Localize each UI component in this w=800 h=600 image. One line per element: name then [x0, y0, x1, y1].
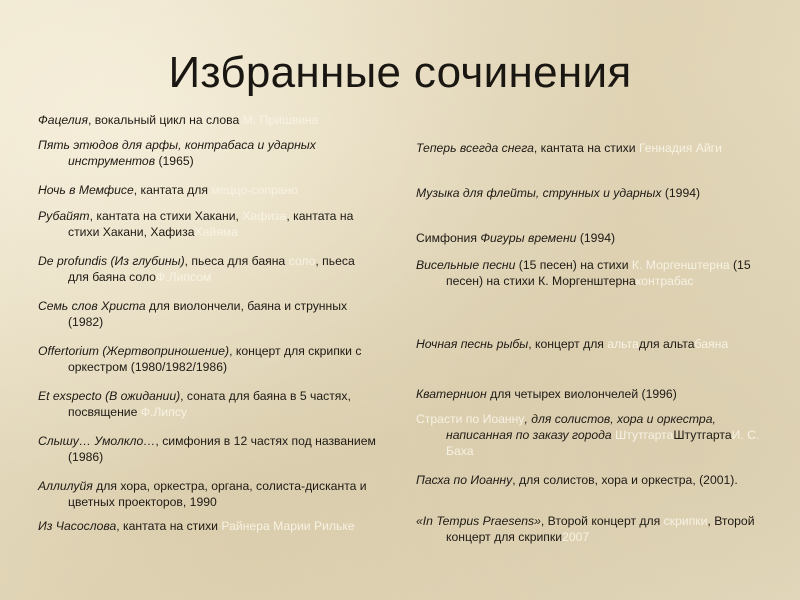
- work-title: De profundis (Из глубины): [38, 254, 185, 268]
- work-link[interactable]: Страсти по Иоанну: [416, 412, 525, 426]
- work-item: [38, 182, 298, 198]
- work-item: [416, 513, 766, 545]
- work-title: Offertorium (Жертвоприношение): [38, 344, 230, 358]
- work-item: [38, 478, 378, 510]
- work-title: Фацелия: [38, 113, 88, 127]
- work-link[interactable]: Ф.Липсом: [155, 270, 212, 284]
- work-link[interactable]: соло: [288, 254, 316, 268]
- work-description: , концерт для: [528, 337, 608, 351]
- work-description: , симфония в 12 частях под названием (1986): [68, 434, 376, 464]
- work-description: (1994): [576, 231, 616, 245]
- work-description: для альта: [638, 337, 695, 351]
- work-link[interactable]: Райнера Марии Рильке: [221, 519, 355, 533]
- work-title: Теперь всегда снега: [416, 141, 534, 155]
- work-title: «In Tempus Praesens»: [416, 514, 541, 528]
- work-title: Пять этюдов для арфы, контрабаса и ударных инструментов: [38, 138, 316, 168]
- work-link[interactable]: Ф.Липсу: [140, 405, 188, 419]
- work-link[interactable]: К. Моргенштерна: [631, 258, 730, 272]
- work-item: [38, 518, 355, 534]
- work-link[interactable]: Штутгарта: [615, 428, 674, 442]
- work-link[interactable]: Хайяма: [194, 225, 238, 239]
- work-description: , Второй концерт для скрипки: [446, 514, 755, 544]
- work-title: Висельные песни: [416, 258, 516, 272]
- work-description: , концерт для скрипки с оркестром (1980/1982/1986): [68, 344, 362, 374]
- work-item: [416, 140, 722, 156]
- work-description: для хора, оркестра, органа, солиста-дисканта и цветных проекторов, 1990: [68, 479, 367, 509]
- work-item: [38, 388, 378, 420]
- work-link[interactable]: контрабас: [635, 274, 694, 288]
- work-description: (1994): [661, 186, 701, 200]
- work-link[interactable]: Геннадия Айги: [638, 141, 722, 155]
- work-description: , для солистов, хора и оркестра, (2001).: [512, 473, 738, 487]
- work-description: , кантата на стихи Хакани,: [89, 209, 243, 223]
- work-description: , кантата на стихи: [533, 141, 639, 155]
- work-description: , кантата для: [133, 183, 212, 197]
- work-title: Пасха по Иоанну: [416, 473, 513, 487]
- work-description: Симфония: [416, 231, 481, 245]
- work-description: Штутгарта: [673, 428, 732, 442]
- work-link[interactable]: М. Пришвина: [242, 113, 319, 127]
- work-description: , кантата на стихи Хакани, Хафиза: [68, 209, 354, 239]
- work-item: [38, 208, 378, 240]
- work-item: [416, 472, 738, 488]
- work-title: Ночь в Мемфисе: [38, 183, 134, 197]
- work-item: [416, 230, 615, 246]
- work-description: для четырех виолончелей (1996): [486, 387, 677, 401]
- work-title: Слышу… Умолкло…: [38, 434, 156, 448]
- work-title: , для солистов, хора и оркестра, написанная по заказу города: [446, 412, 716, 442]
- work-item: [416, 411, 766, 459]
- page-title: Избранные сочинения: [168, 48, 632, 97]
- work-title: Семь слов Христа: [38, 299, 146, 313]
- work-description: , вокальный цикл на слова: [87, 113, 243, 127]
- work-title: Et exspecto (В ожидании): [38, 389, 181, 403]
- work-item: [38, 343, 378, 375]
- work-link[interactable]: Хафиза: [242, 209, 287, 223]
- work-item: [416, 336, 728, 352]
- work-item: [38, 112, 319, 128]
- work-link[interactable]: скрипки: [663, 514, 708, 528]
- work-description: (1965): [155, 154, 194, 168]
- work-description: , пьеса для баяна: [184, 254, 289, 268]
- work-description: , кантата на стихи: [116, 519, 222, 533]
- work-title: Фигуры времени: [480, 231, 577, 245]
- work-description: , соната для баяна в 5 частях, посвящение: [68, 389, 351, 419]
- work-item: [416, 386, 677, 402]
- work-item: [416, 185, 700, 201]
- work-link[interactable]: меццо-сопрано: [211, 183, 298, 197]
- work-link[interactable]: баяна: [694, 337, 729, 351]
- work-title: Кватернион: [416, 387, 487, 401]
- work-link[interactable]: 2007: [562, 530, 590, 544]
- work-link[interactable]: И. С. Баха: [446, 428, 760, 458]
- work-description: (15 песен) на стихи: [515, 258, 632, 272]
- work-description: для виолончели, баяна и струнных (1982): [68, 299, 348, 329]
- work-link[interactable]: альта: [607, 337, 639, 351]
- work-title: Аллилуйя: [38, 479, 93, 493]
- work-item: [38, 137, 378, 169]
- work-description: , Второй концерт для: [540, 514, 664, 528]
- work-title: Из Часослова: [38, 519, 117, 533]
- work-title: Музыка для флейты, струнных и ударных: [416, 186, 662, 200]
- work-item: [38, 253, 378, 285]
- work-title: Ночная песнь рыбы: [416, 337, 529, 351]
- work-title: Рубайят: [38, 209, 90, 223]
- work-item: [38, 298, 378, 330]
- work-item: [416, 257, 766, 289]
- work-item: [38, 433, 378, 465]
- work-description: (15 песен) на стихи К. Моргенштерна: [446, 258, 751, 288]
- work-description: , пьеса для баяна соло: [68, 254, 355, 284]
